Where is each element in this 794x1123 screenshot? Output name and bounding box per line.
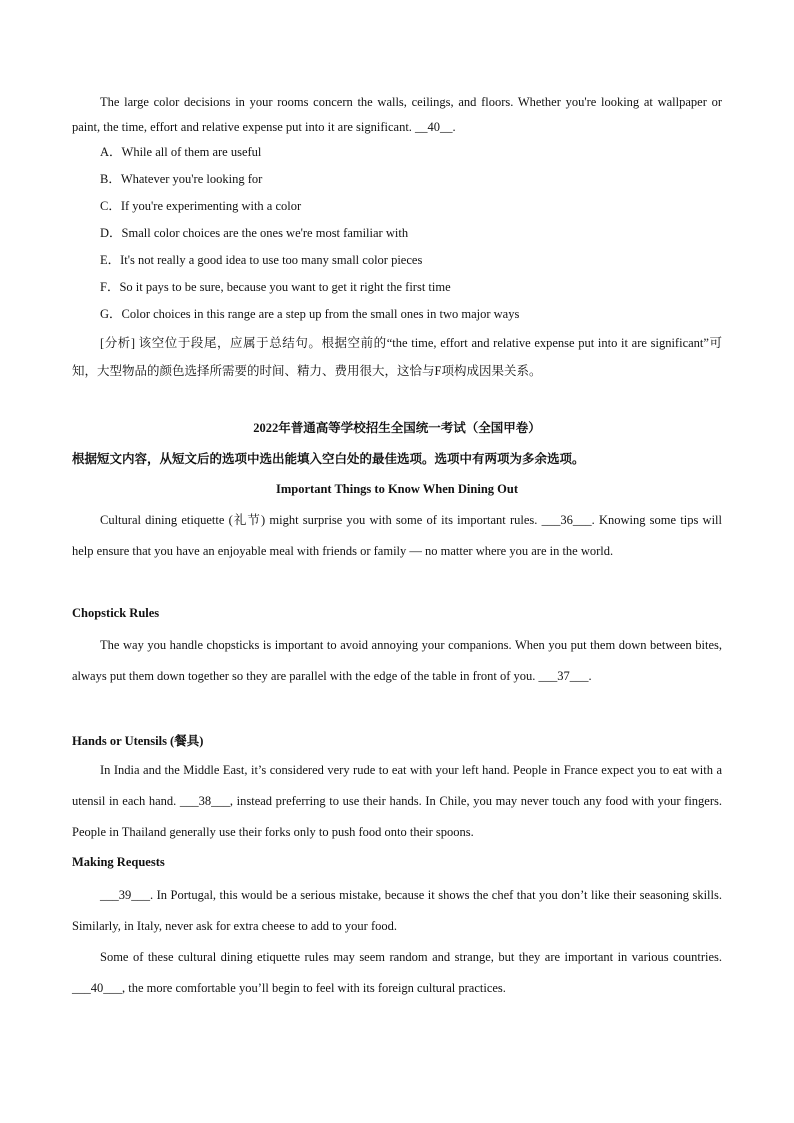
intro-paragraph: Cultural dining etiquette (礼节) might surprise you with some of its important rules. ___36___. Knowing some tips will help ensure that you have an enjoyable meal with friends or family — no matter where you are in the world. xyxy=(72,513,722,558)
section-text-chopstick: The way you handle chopsticks is important to avoid annoying your companions. When you put them down between bites, always put them down together so they are parallel with the edge of the table in front of you. ___37___. xyxy=(72,638,722,683)
option-a: A．While all of them are useful xyxy=(100,145,262,159)
article-title: Important Things to Know When Dining Out xyxy=(276,482,518,496)
exam-instruction: 根据短文内容，从短文后的选项中选出能填入空白处的最佳选项。选项中有两项为多余选项。 xyxy=(72,452,585,466)
options-list xyxy=(72,139,722,328)
section-text-requests: ___39___. In Portugal, this would be a serious mistake, because it shows the chef that you don’t like their seasoning skills. Similarly, in Italy, never ask for extra cheese to add to your food. xyxy=(72,888,722,933)
option-b: B．Whatever you're looking for xyxy=(100,172,263,186)
option-g: G．Color choices in this range are a step up from the small ones in two major ways xyxy=(100,307,520,321)
section-text-utensils: In India and the Middle East, it’s considered very rude to eat with your left hand. People in France expect you to eat with a utensil in each hand. ___38___, instead preferring to use their hands. In Chile, you may never touch any food with your fingers. People in Thailand generally use their forks only to push food onto their spoons. xyxy=(72,763,722,839)
option-d: D．Small color choices are the ones we're most familiar with xyxy=(100,226,409,240)
section-heading-chopstick: Chopstick Rules xyxy=(72,606,160,620)
analysis-text: [分析] 该空位于段尾，应属于总结句。根据空前的“the time, effort and relative expense put into it are significant”可知，大型物品的颜色选择所需要的时间、精力、费用很大，这恰与F项构成因果关系。 xyxy=(72,336,722,378)
option-e: E．It's not really a good idea to use too many small color pieces xyxy=(100,253,423,267)
conclusion-paragraph: Some of these cultural dining etiquette rules may seem random and strange, but they are important in various countries. ___40___, the more comfortable you’ll begin to feel with its foreign cultural practices. xyxy=(72,950,722,995)
option-f: F．So it pays to be sure, because you want to get it right the first time xyxy=(100,280,451,294)
option-c: C．If you're experimenting with a color xyxy=(100,199,302,213)
section-heading-requests: Making Requests xyxy=(72,855,165,869)
passage1-paragraph: The large color decisions in your rooms concern the walls, ceilings, and floors. Whether you're looking at wallpaper or paint, the time, effort and relative expense put into it are significant. __40__. xyxy=(72,95,722,134)
exam-title: 2022年普通高等学校招生全国统一考试（全国甲卷） xyxy=(253,421,541,435)
section-heading-utensils: Hands or Utensils (餐具) xyxy=(72,734,204,748)
